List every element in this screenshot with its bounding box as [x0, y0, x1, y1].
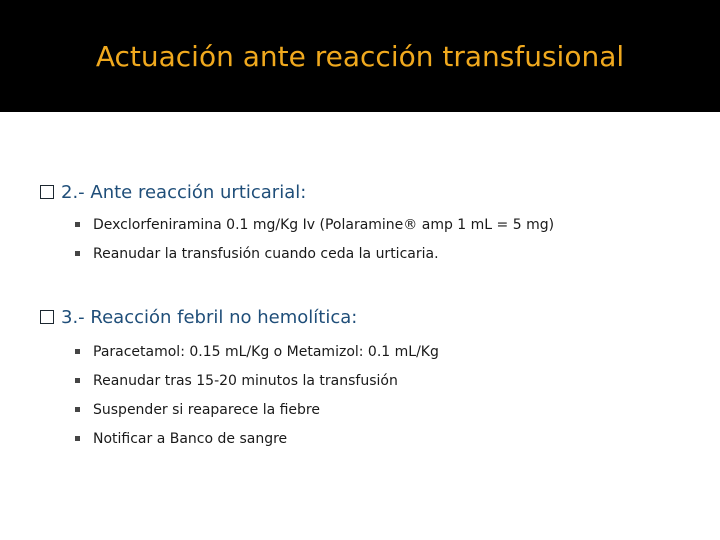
list-item-text: Paracetamol: 0.15 mL/Kg o Metamizol: 0.1 mL/Kg — [93, 343, 439, 360]
square-bullet-icon — [75, 222, 80, 227]
slide-title: Actuación ante reacción transfusional — [95, 40, 625, 73]
list-item — [40, 239, 700, 268]
list-item — [40, 395, 700, 424]
bullet-list — [40, 337, 700, 453]
list-item-text: Dexclorfeniramina 0.1 mg/Kg Iv (Polaramine® amp 1 mL = 5 mg) — [93, 216, 555, 233]
square-bullet-icon — [75, 436, 80, 441]
section-heading — [40, 302, 700, 332]
section-heading — [40, 177, 700, 207]
section-febrile-reaction — [40, 302, 700, 453]
section-urticarial-reaction — [40, 177, 700, 268]
title-bar — [0, 0, 720, 112]
list-item-text: Reanudar tras 15-20 minutos la transfusión — [93, 372, 398, 389]
list-item — [40, 337, 700, 366]
bullet-list — [40, 210, 700, 268]
square-outline-icon — [40, 185, 54, 199]
list-item-text: Reanudar la transfusión cuando ceda la urticaria. — [93, 245, 439, 262]
section-heading-text: 3.- Reacción febril no hemolítica: — [61, 306, 358, 328]
section-heading-text: 2.- Ante reacción urticarial: — [61, 181, 307, 203]
list-item — [40, 424, 700, 453]
list-item — [40, 366, 700, 395]
square-bullet-icon — [75, 378, 80, 383]
square-bullet-icon — [75, 349, 80, 354]
square-bullet-icon — [75, 407, 80, 412]
list-item-text: Suspender si reaparece la fiebre — [93, 401, 320, 418]
list-item-text: Notificar a Banco de sangre — [93, 430, 288, 447]
list-item — [40, 210, 700, 239]
square-outline-icon — [40, 310, 54, 324]
square-bullet-icon — [75, 251, 80, 256]
